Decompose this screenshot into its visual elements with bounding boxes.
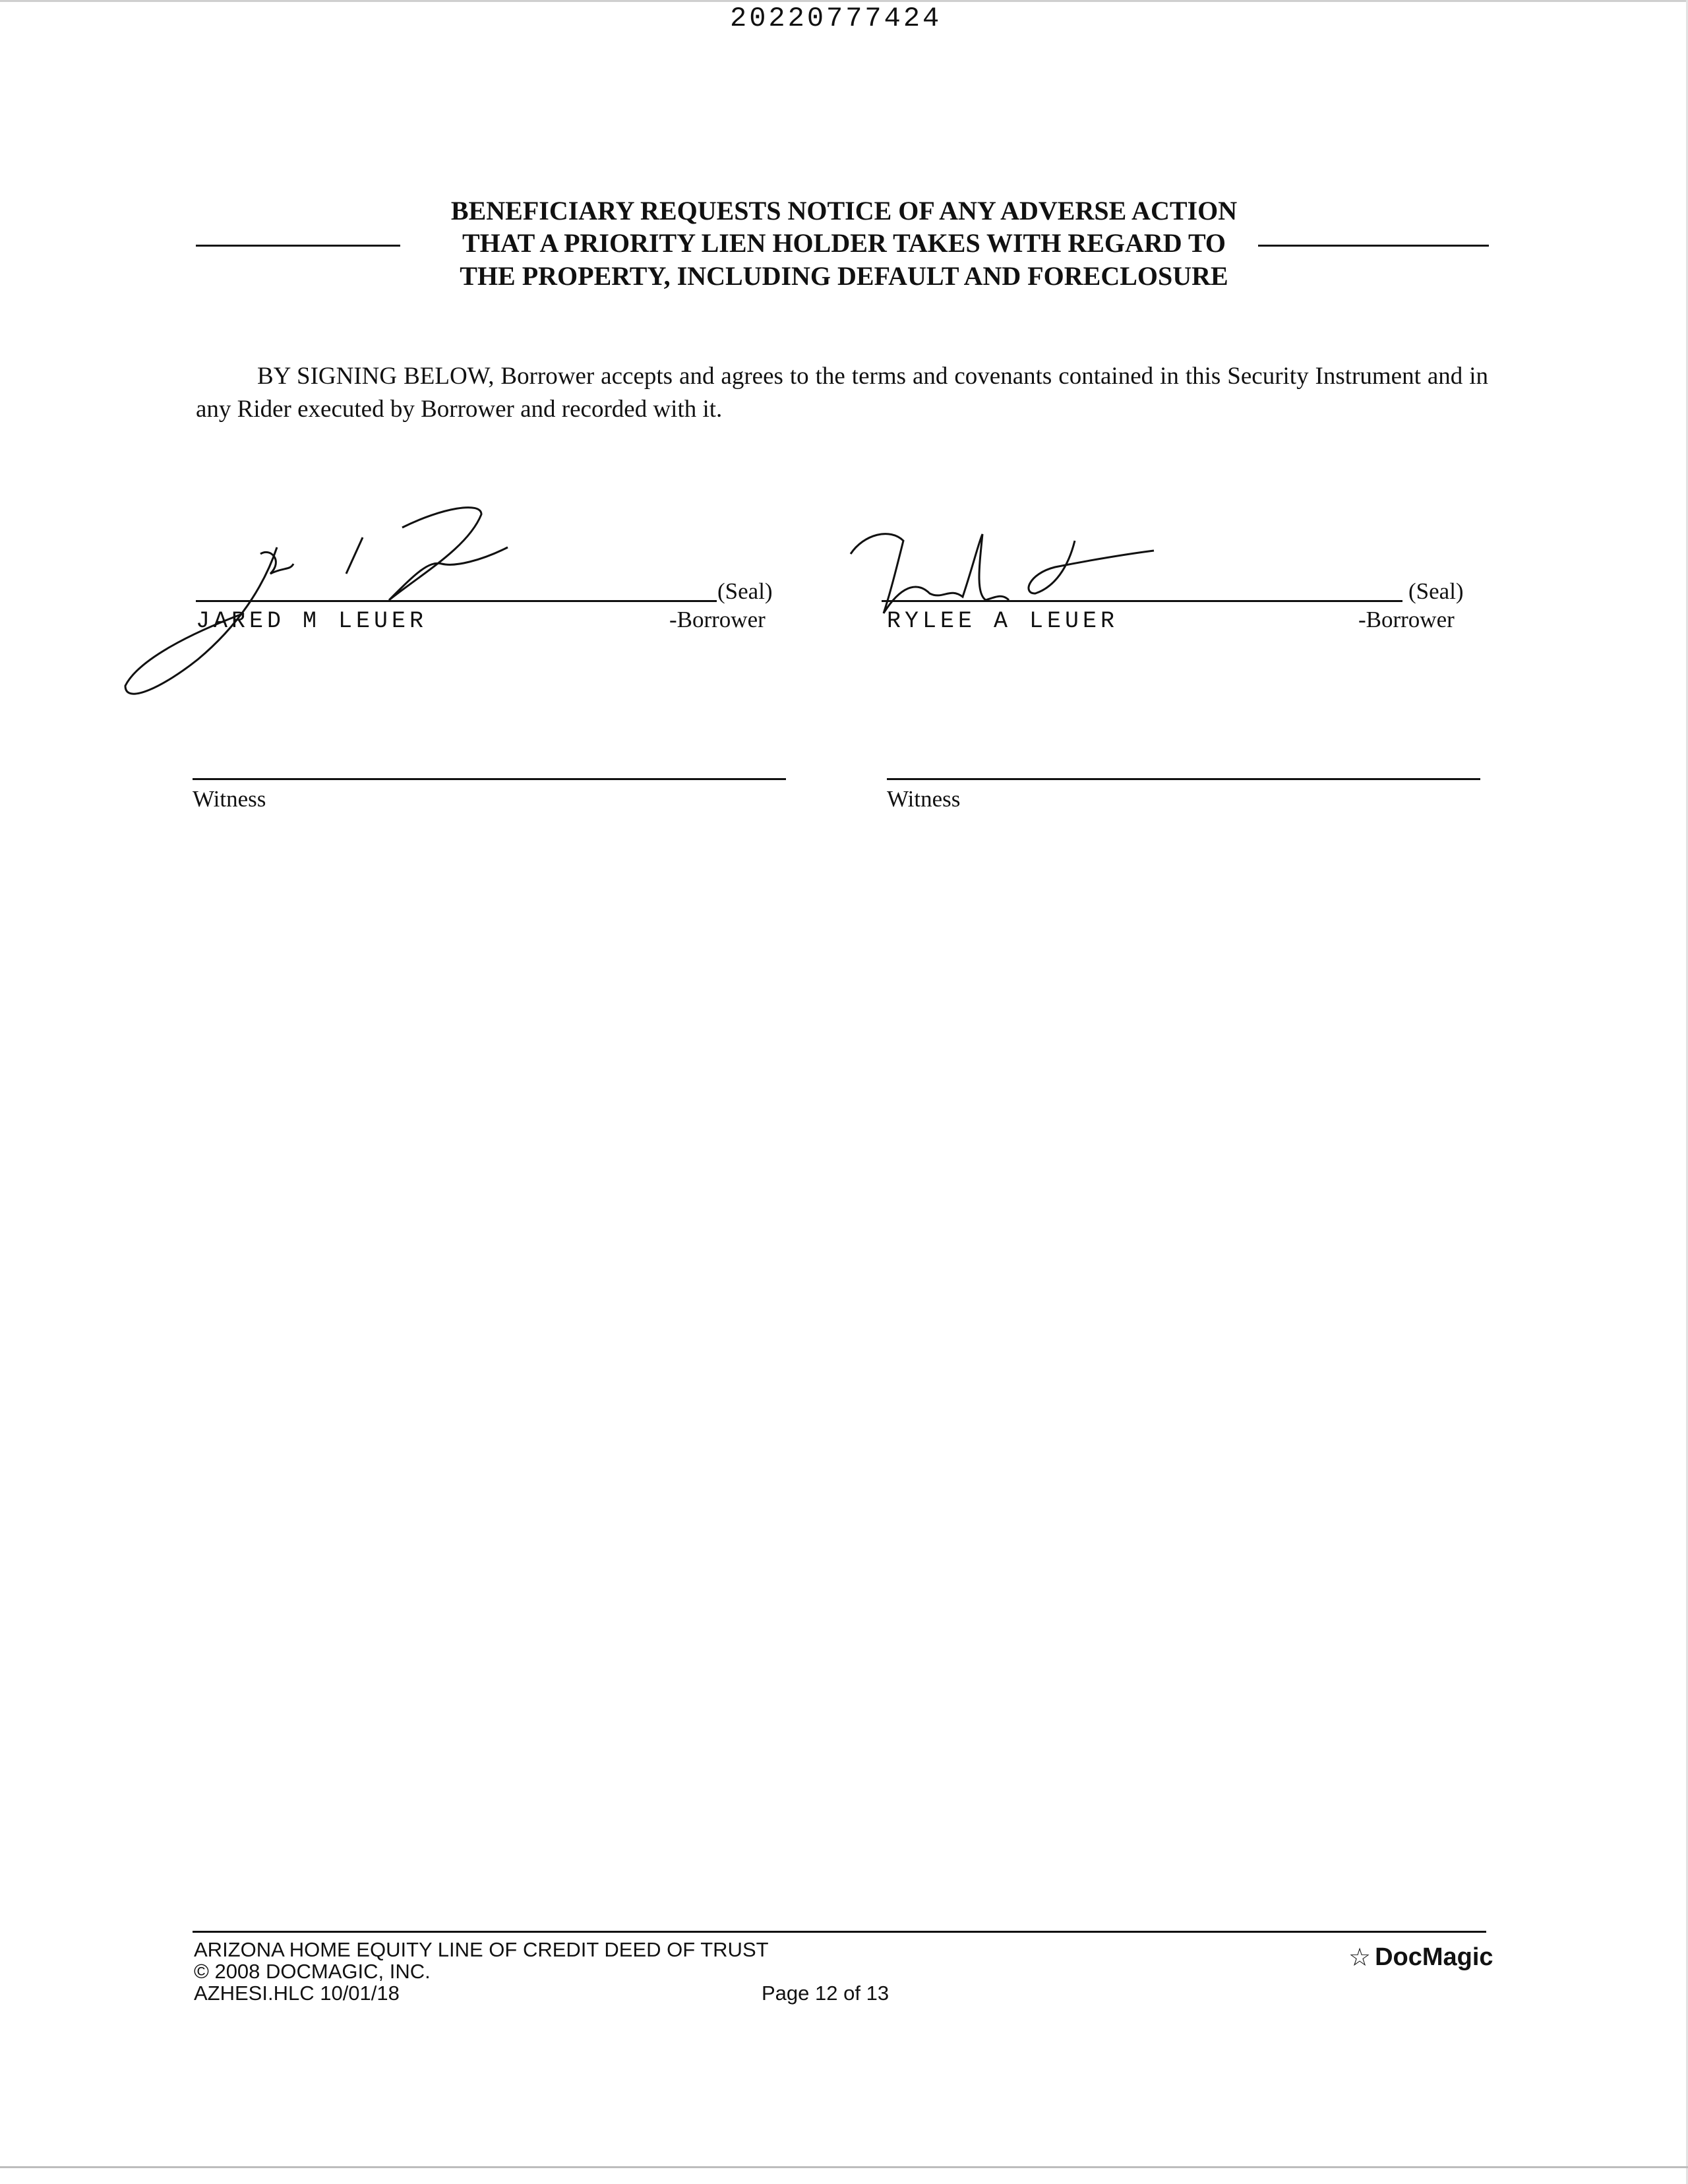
heading-line-3: THE PROPERTY, INCLUDING DEFAULT AND FORECLOSURE (460, 261, 1228, 291)
witness-2-line (887, 778, 1480, 780)
witness-1-label: Witness (193, 786, 266, 812)
borrower-1-signature (112, 495, 574, 712)
docmagic-logo (1348, 1943, 1493, 1972)
star-icon: ☆ (1348, 1944, 1372, 1972)
borrower-1-role: -Borrower (669, 607, 766, 632)
borrower-1-seal-label: (Seal) (717, 578, 773, 604)
witness-1-line (193, 778, 786, 780)
borrower-2-role: -Borrower (1358, 607, 1455, 632)
footer-form-title: ARIZONA HOME EQUITY LINE OF CREDIT DEED OF TRUST (194, 1938, 769, 1961)
footer-form-code: AZHESI.HLC 10/01/18 (194, 1982, 400, 2005)
footer-copyright: © 2008 DOCMAGIC, INC. (194, 1960, 431, 1983)
witness-2-label: Witness (887, 786, 961, 812)
borrower-1-signature-line (196, 600, 717, 602)
acceptance-paragraph: BY SIGNING BELOW, Borrower accepts and agrees to the terms and covenants contained in this Security Instrument and in any Rider executed by Borrower and recorded with it. (196, 363, 1488, 423)
footer-rule (193, 1931, 1486, 1933)
borrower-2-seal-label: (Seal) (1408, 578, 1464, 604)
borrower-2-name: RYLEE A LEUER (887, 608, 1119, 634)
docmagic-brand-text: DocMagic (1375, 1943, 1493, 1971)
recording-number: 20220777424 (730, 3, 942, 34)
heading-line-2: THAT A PRIORITY LIEN HOLDER TAKES WITH REGARD TO (462, 228, 1226, 258)
heading-rule-left (196, 245, 400, 247)
footer-page-number: Page 12 of 13 (762, 1982, 889, 2005)
heading-rule-right (1258, 245, 1489, 247)
heading-line-1: BENEFICIARY REQUESTS NOTICE OF ANY ADVERSE ACTION (450, 196, 1238, 226)
borrower-1-name: JARED M LEUER (196, 608, 428, 634)
scan-edge-bottom (0, 2166, 1688, 2168)
borrower-2-signature-line (882, 600, 1402, 602)
scan-edge-top (0, 0, 1688, 2)
